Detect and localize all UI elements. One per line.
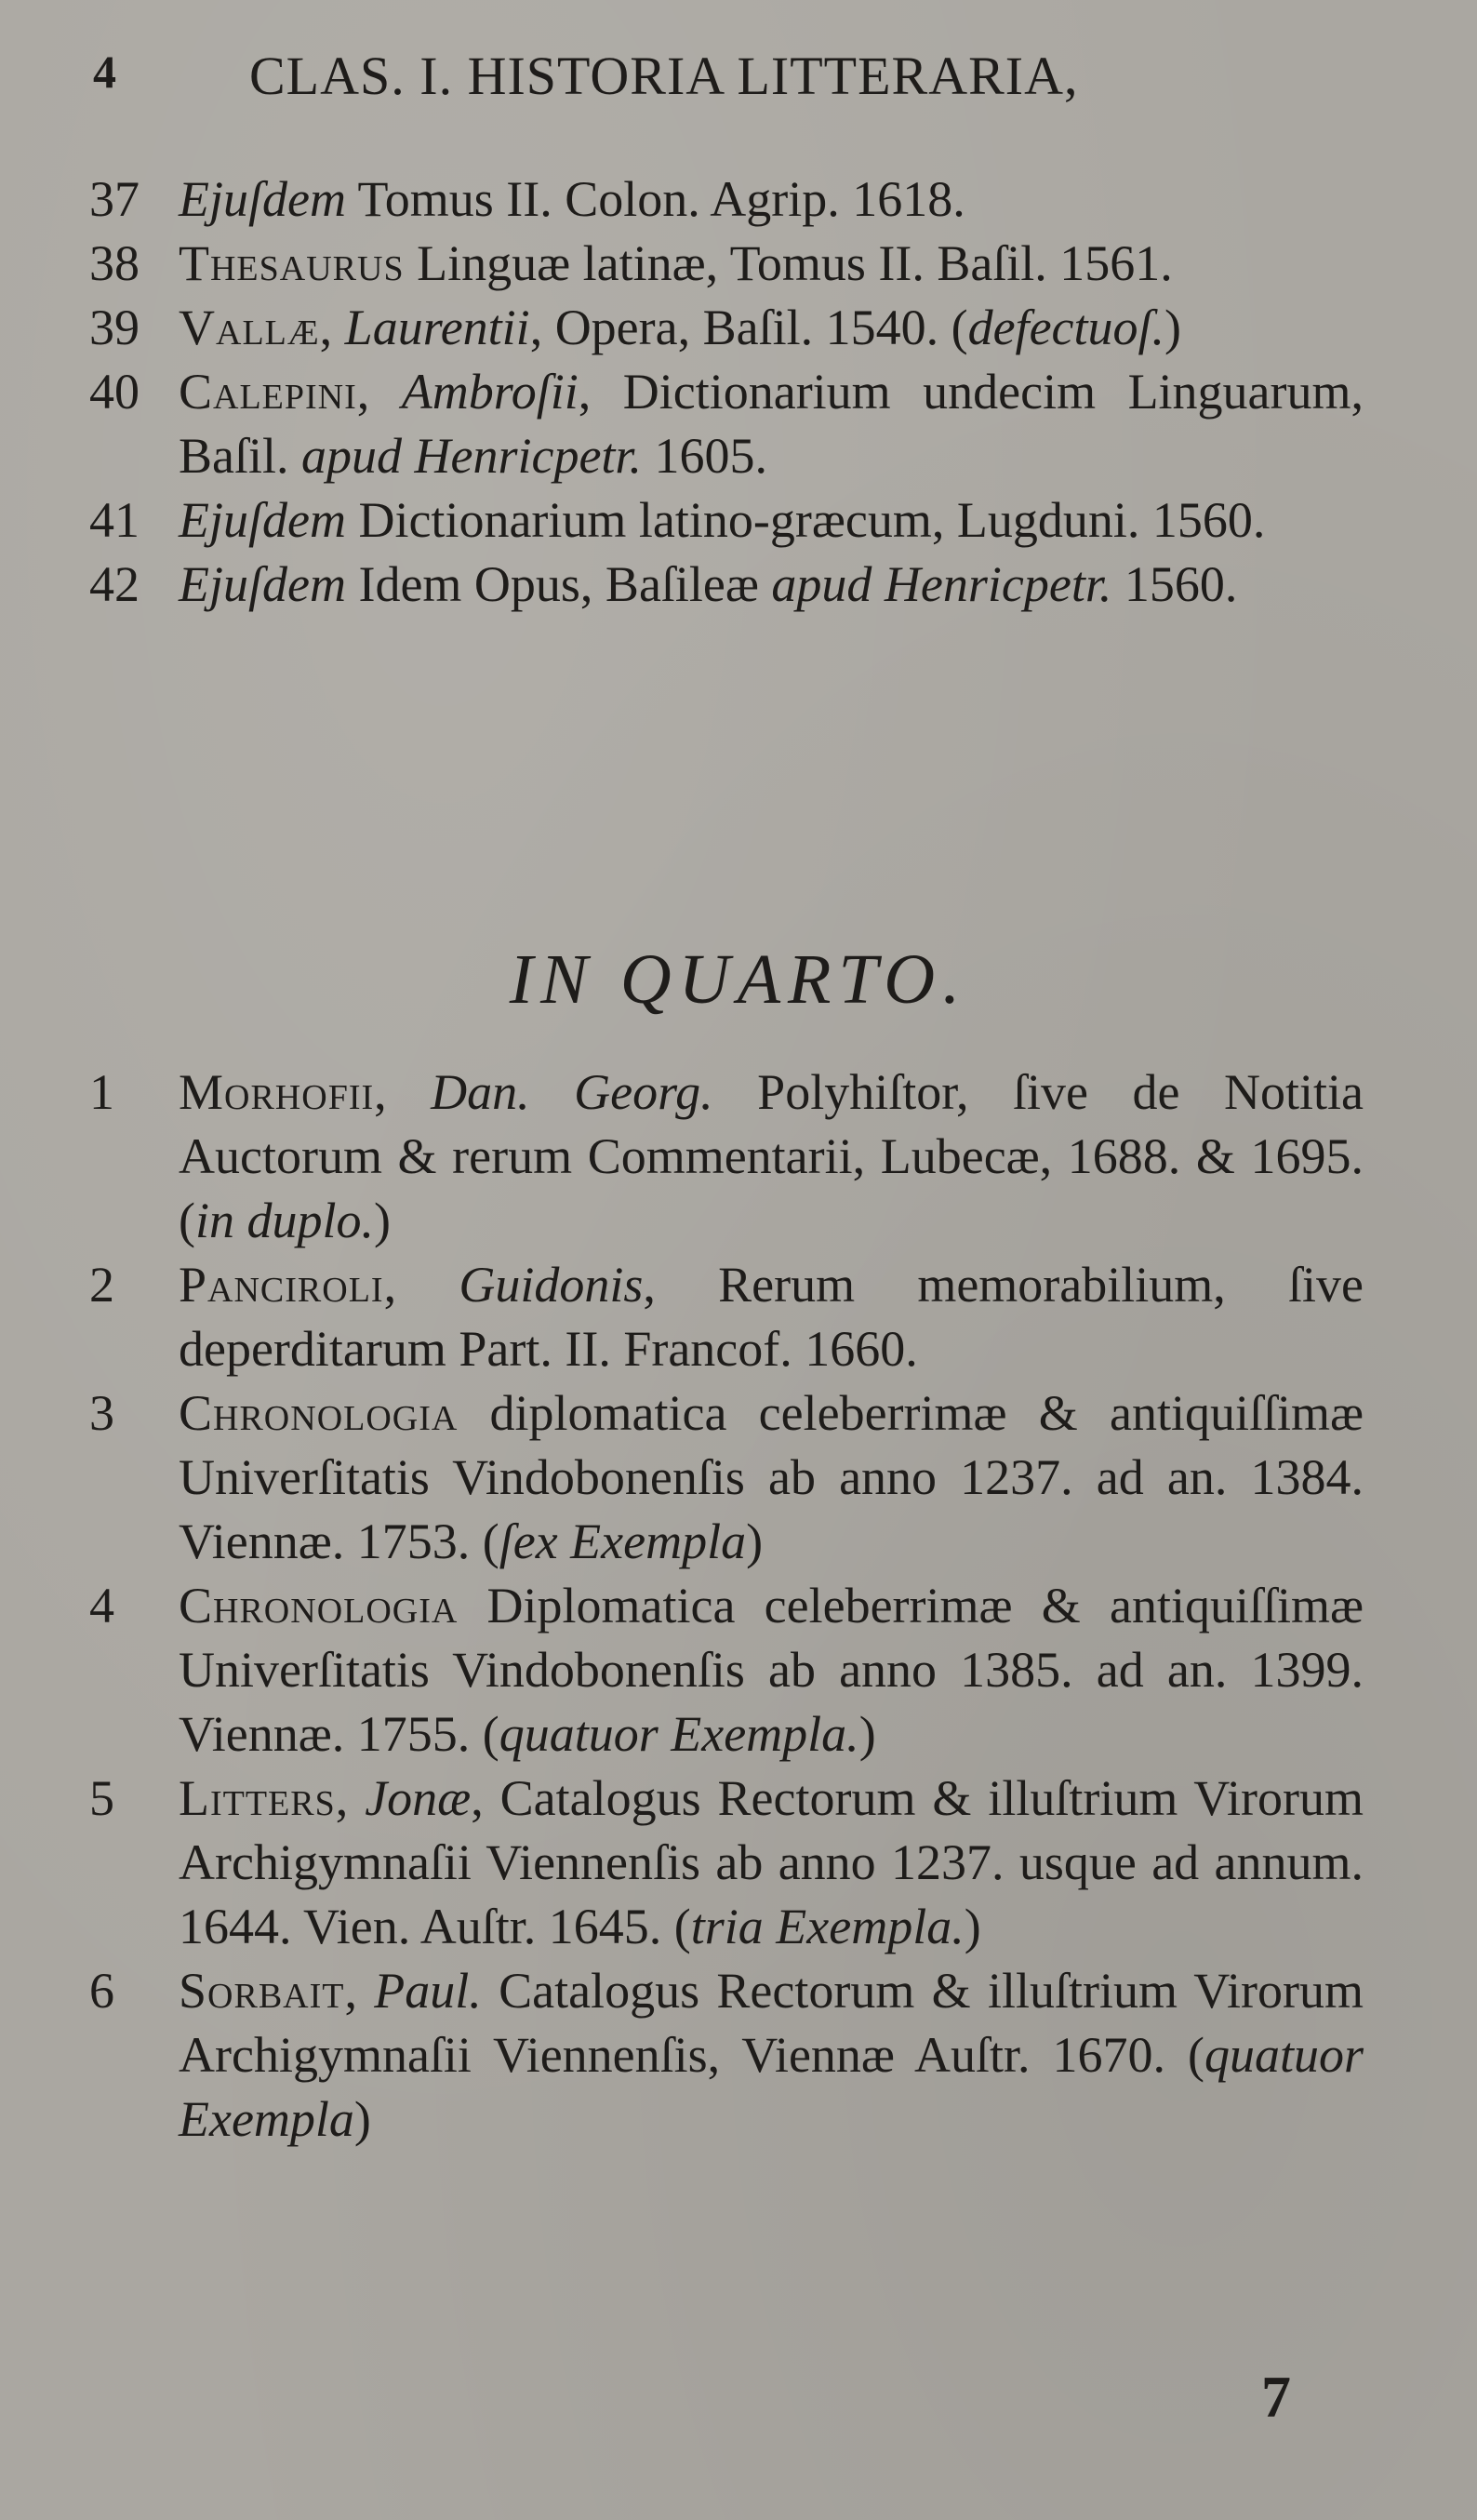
entry-text: , bbox=[335, 1770, 366, 1826]
catalog-entry bbox=[89, 1574, 1364, 1767]
entry-number: 42 bbox=[89, 556, 140, 612]
entry-number: 38 bbox=[89, 235, 140, 291]
entry-italic-text: apud Henricpetr. bbox=[301, 428, 642, 484]
entry-number: 39 bbox=[89, 300, 140, 355]
quarto-entries-list bbox=[89, 1060, 1364, 2152]
entry-text: , bbox=[383, 1257, 459, 1313]
catalog-entry bbox=[89, 1767, 1364, 1959]
entry-author: Vallæ bbox=[179, 300, 320, 355]
entry-text: ) bbox=[964, 1899, 981, 1954]
entry-author: Morhofii bbox=[179, 1064, 375, 1120]
catalog-entry bbox=[89, 232, 1364, 296]
entry-italic-text: Ejuſdem bbox=[179, 171, 346, 227]
entry-text: , bbox=[374, 1064, 432, 1120]
entry-text: ) bbox=[353, 2091, 371, 2147]
entry-italic-text: Ejuſdem bbox=[179, 492, 346, 548]
entry-author: Chronologia bbox=[179, 1385, 459, 1441]
catalog-entry bbox=[89, 1253, 1364, 1381]
entry-author: Calepini bbox=[179, 364, 357, 420]
catalog-entry bbox=[89, 296, 1364, 360]
entry-text: Linguæ latinæ, Tomus II. Baſil. 1561. bbox=[404, 235, 1173, 291]
entry-italic-text: ſex Exempla bbox=[499, 1513, 747, 1569]
entry-text: Tomus II. Colon. Agrip. 1618. bbox=[345, 171, 965, 227]
entry-text: 1560. bbox=[1111, 556, 1238, 612]
catalog-entry bbox=[89, 1959, 1364, 2152]
entry-italic-text: Guidonis bbox=[459, 1257, 644, 1313]
entry-italic-text: Dan. Georg. bbox=[431, 1064, 713, 1120]
entry-text: Polyhiſtor, ſive de Notitia Auctorum & rerum Commentarii, Lubecæ, 1688. & 1695. ( bbox=[179, 1064, 1364, 1248]
entry-italic-text: Paul. bbox=[374, 1963, 482, 2019]
entry-text: Diplomatica celeberrimæ & antiquiſſimæ Univerſitatis Vindobonenſis ab anno 1385. ad an. 1399. Viennæ. 1755. ( bbox=[179, 1578, 1364, 1762]
entry-text: , Opera, Baſil. 1540. ( bbox=[529, 300, 968, 355]
entry-italic-text: Ambroſii bbox=[401, 364, 579, 420]
entry-number: 3 bbox=[89, 1385, 114, 1441]
entry-number: 5 bbox=[89, 1770, 114, 1826]
entry-number: 4 bbox=[89, 1578, 114, 1633]
entry-text: , bbox=[344, 1963, 375, 2019]
entry-italic-text: Jonæ bbox=[365, 1770, 472, 1826]
entry-italic-text: quatuor Exempla. bbox=[499, 1706, 859, 1762]
entry-text: ) bbox=[858, 1706, 876, 1762]
entry-italic-text: defectuoſ. bbox=[967, 300, 1165, 355]
page-number: 4 bbox=[93, 46, 116, 98]
page-header bbox=[93, 37, 1395, 121]
folio-entries-list bbox=[89, 167, 1364, 617]
catalog-entry bbox=[89, 167, 1364, 232]
catalog-entry bbox=[89, 553, 1364, 617]
entry-italic-text: tria Exempla. bbox=[690, 1899, 965, 1954]
entry-author: Thesaurus bbox=[179, 235, 405, 291]
entry-text: , Catalogus Rectorum & illuſtrium Virorum Archigymnaſii Viennenſis ab anno 1237. usque ad annum. 1644. Vien. Auſtr. 1645. ( bbox=[179, 1770, 1364, 1954]
entry-text: , bbox=[319, 300, 345, 355]
entry-number: 41 bbox=[89, 492, 140, 548]
entry-italic-text: Ejuſdem bbox=[179, 556, 346, 612]
entry-italic-text: quatuor Exempla bbox=[179, 2027, 1364, 2147]
catalog-entry bbox=[89, 1381, 1364, 1574]
entry-text: diplomatica celeberrimæ & antiquiſſimæ Univerſitatis Vindobonenſis ab anno 1237. ad an. 1384. Viennæ. 1753. ( bbox=[179, 1385, 1364, 1569]
entry-text: 1605. bbox=[641, 428, 767, 484]
entry-author: Panciroli bbox=[179, 1257, 384, 1313]
entry-author: Sorbait bbox=[179, 1963, 345, 2019]
entry-text: Catalogus Rectorum & illuſtrium Virorum Archigymnaſii Viennenſis, Viennæ Auſtr. 1670. ( bbox=[179, 1963, 1364, 2083]
entry-author: Litters bbox=[179, 1770, 336, 1826]
entry-number: 40 bbox=[89, 364, 140, 420]
entry-text: ) bbox=[374, 1193, 391, 1248]
entry-text: , Dictionarium undecim Linguarum, Baſil. bbox=[179, 364, 1364, 484]
entry-italic-text: Laurentii bbox=[344, 300, 530, 355]
entry-text: Dictionarium latino-græcum, Lugduni. 1560. bbox=[345, 492, 1266, 548]
entry-number: 2 bbox=[89, 1257, 114, 1313]
catalog-entry bbox=[89, 360, 1364, 488]
catchword: 7 bbox=[1261, 2364, 1291, 2430]
catalog-entry bbox=[89, 1060, 1364, 1253]
section-heading: IN QUARTO. bbox=[509, 940, 968, 1019]
entry-italic-text: apud Henricpetr. bbox=[771, 556, 1112, 612]
entry-author: Chronologia bbox=[179, 1578, 459, 1633]
entry-text: , Rerum memorabilium, ſive deperditarum Part. II. Francof. 1660. bbox=[179, 1257, 1364, 1377]
entry-number: 37 bbox=[89, 171, 140, 227]
entry-number: 1 bbox=[89, 1064, 114, 1120]
entry-text: , bbox=[356, 364, 402, 420]
catalog-entry bbox=[89, 488, 1364, 553]
entry-text: ) bbox=[746, 1513, 764, 1569]
running-title: CLAS. I. HISTORIA LITTERARIA, bbox=[249, 46, 1079, 106]
entry-text: ) bbox=[1164, 300, 1181, 355]
entry-number: 6 bbox=[89, 1963, 114, 2019]
entry-text: Idem Opus, Baſileæ bbox=[345, 556, 772, 612]
entry-italic-text: in duplo. bbox=[194, 1193, 374, 1248]
